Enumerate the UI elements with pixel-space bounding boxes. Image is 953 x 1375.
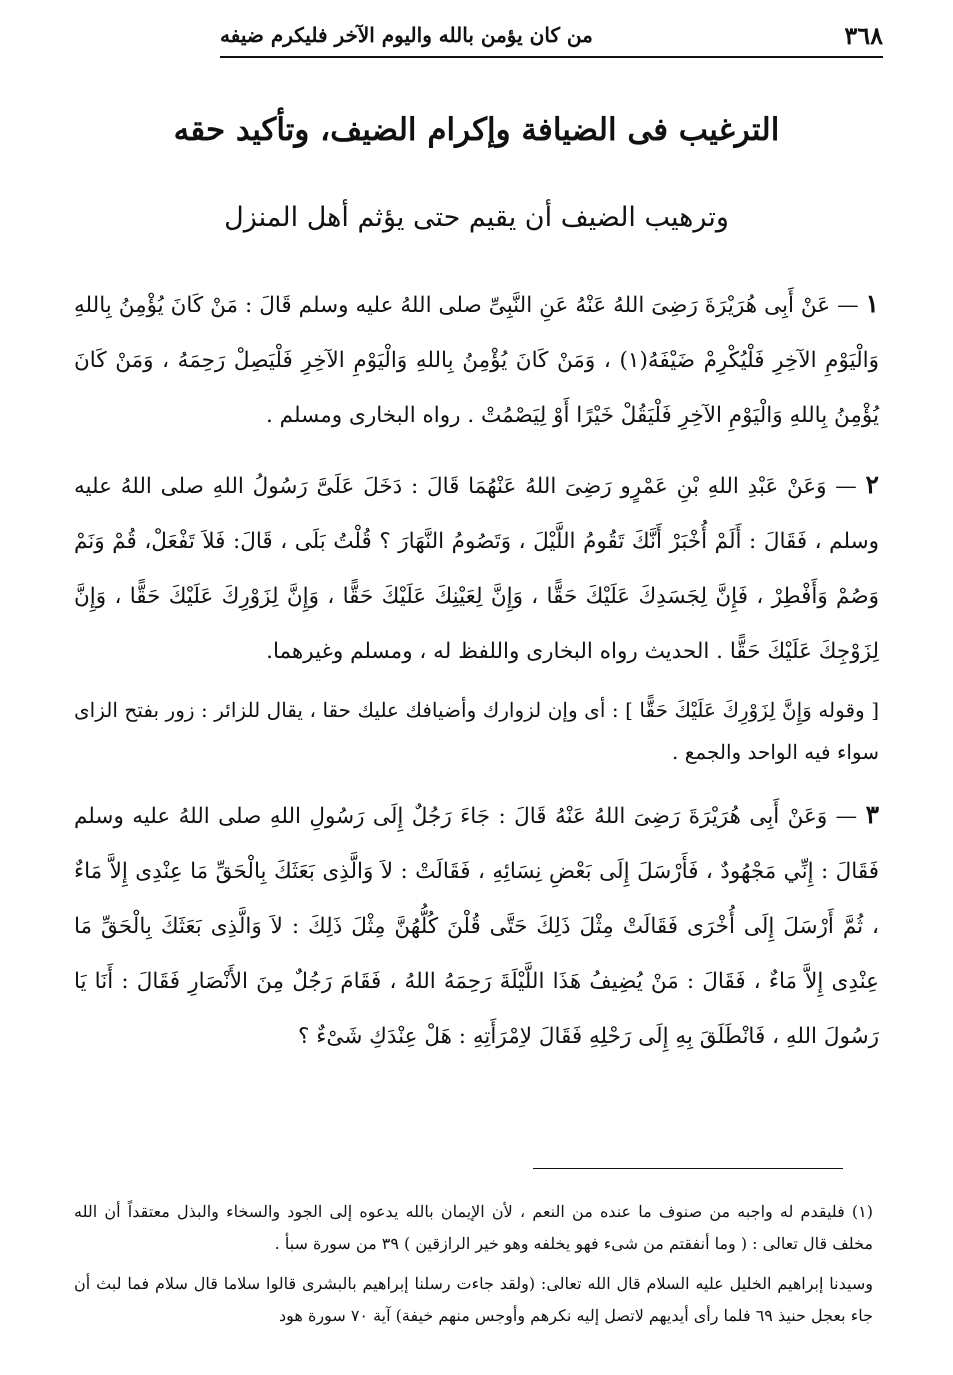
hadith-text: — وَعَنْ أَبِى هُرَيْرَةَ رَضِىَ اللهُ عَنْهُ قَالَ : جَاءَ رَجُلٌ إِلَى رَسُولِ اللهِ صلى اللهُ عليه وسلم فَقَالَ : إِنِّي مَجْهُودٌ ، فَأَرْسَلَ إِلَى بَعْضِ نِسَائِهِ ، فَقَالَتْ : لاَ وَالَّذِى بَعَثَكَ بِالْحَقِّ مَا عِنْدِى إِلاَّ مَاءٌ ، ثُمَّ أَرْسَلَ إِلَى أُخْرَى فَقَالَتْ مِثْلَ ذَلِكَ حَتَّى قُلْنَ كُلُّهُنَّ مِثْلَ ذَلِكَ : لاَ وَالَّذِى بَعَثَكَ بِالْحَقِّ مَا عِنْدِى إِلاَّ مَاءٌ ، فَقَالَ : مَنْ يُضِيفُ هَذَا اللَّيْلَةَ رَحِمَهُ اللهُ ، فَقَامَ رَجُلٌ مِنَ الأَنْصَارِ فَقَالَ : أَنَا يَا رَسُولَ اللهِ ، فَانْطَلَقَ بِهِ إِلَى رَحْلِهِ فَقَالَ لاِمْرَأَتِهِ : هَلْ عِنْدَكِ شَىْءٌ ؟ bbox=[74, 804, 879, 1049]
hadith-3 bbox=[74, 787, 879, 1064]
running-header bbox=[220, 14, 883, 58]
footnote-1-continued: وسيدنا إبراهيم الخليل عليه السلام قال الله تعالى: (ولقد جاءت رسلنا إبراهيم بالبشرى قالوا سلاما قال سلام فما لبث أن جاء بعجل حنيذ ٦٩ فلما رأى أيديهم لاتصل إليه نكرهم وأوجس منهم خيفة) آية ٧٠ سورة هود bbox=[74, 1274, 873, 1325]
hadith-2 bbox=[74, 457, 879, 679]
hadith-number: ٢ bbox=[865, 470, 879, 499]
footnote-1: (١) فليقدم له واجبه من صنوف ما عنده من النعم ، لأن الإيمان بالله يدعوه إلى الجود والسخاء والبذل معتقداً أن الله مخلف قال تعالى : ( وما أنفقتم من شىء فهو يخلفه وهو خير الرازقين ) ٣٩ من سورة سبأ . bbox=[74, 1202, 873, 1253]
footnote-divider bbox=[533, 1168, 843, 1169]
chapter-subtitle: وترهيب الضيف أن يقيم حتى يؤثم أهل المنزل bbox=[224, 202, 729, 233]
running-title: من كان يؤمن بالله واليوم الآخر فليكرم ضيفه bbox=[220, 23, 593, 47]
hadith-number: ١ bbox=[865, 289, 879, 318]
footnotes bbox=[74, 1196, 873, 1340]
hadith-text: — وَعَنْ عَبْدِ اللهِ بْنِ عَمْرٍو رَضِىَ اللهُ عَنْهُمَا قَالَ : دَخَلَ عَلَىَّ رَسُولُ اللهِ صلى اللهُ عليه وسلم ، فَقَالَ : أَلَمْ أُخْبَرْ أَنَّكَ تَقُومُ اللَّيْلَ ، وَتَصُومُ النَّهَارَ ؟ قُلْتُ بَلَى ، قَالَ: فَلاَ تَفْعَلْ، قُمْ وَنَمْ وَصُمْ وَأَفْطِرْ ، فَإِنَّ لِجَسَدِكَ عَلَيْكَ حَقًّا ، وَإِنَّ لِعَيْنِكَ عَلَيْكَ حَقًّا ، وَإِنَّ لِزَوْرِكَ عَلَيْكَ حَقًّا ، وَإِنَّ لِزَوْجِكَ عَلَيْكَ حَقًّا . الحديث رواه البخارى واللفظ له ، ومسلم وغيرهما. bbox=[74, 474, 879, 664]
body-text bbox=[74, 276, 879, 1078]
hadith-1 bbox=[74, 276, 879, 443]
page-number: ٣٦٨ bbox=[844, 20, 883, 50]
chapter-title: الترغيب فى الضيافة وإكرام الضيف، وتأكيد حقه bbox=[173, 112, 780, 148]
hadith-number: ٣ bbox=[865, 800, 879, 829]
hadith-text: — عَنْ أَبِى هُرَيْرَةَ رَضِىَ اللهُ عَنْهُ عَنِ النَّبِىِّ صلى اللهُ عليه وسلم قَالَ : مَنْ كَانَ يُؤْمِنُ بِاللهِ وَالْيَوْمِ الآخِرِ فَلْيُكْرِمْ ضَيْفَهُ(١) ، وَمَنْ كَانَ يُؤْمِنُ بِاللهِ وَالْيَوْمِ الآخِرِ فَلْيَصِلْ رَحِمَهُ ، وَمَنْ كَانَ يُؤْمِنُ بِاللهِ وَالْيَوْمِ الآخِرِ فَلْيَقُلْ خَيْرًا أَوْ لِيَصْمُتْ . رواه البخارى ومسلم . bbox=[74, 293, 879, 428]
explanatory-note: [ وقوله وَإِنَّ لِزَوْرِكَ عَلَيْكَ حَقًّا ] : أى وإن لزوارك وأضيافك عليك حقا ، يقال للزائر : زور بفتح الزاى سواء فيه الواحد والجمع . bbox=[74, 698, 879, 764]
